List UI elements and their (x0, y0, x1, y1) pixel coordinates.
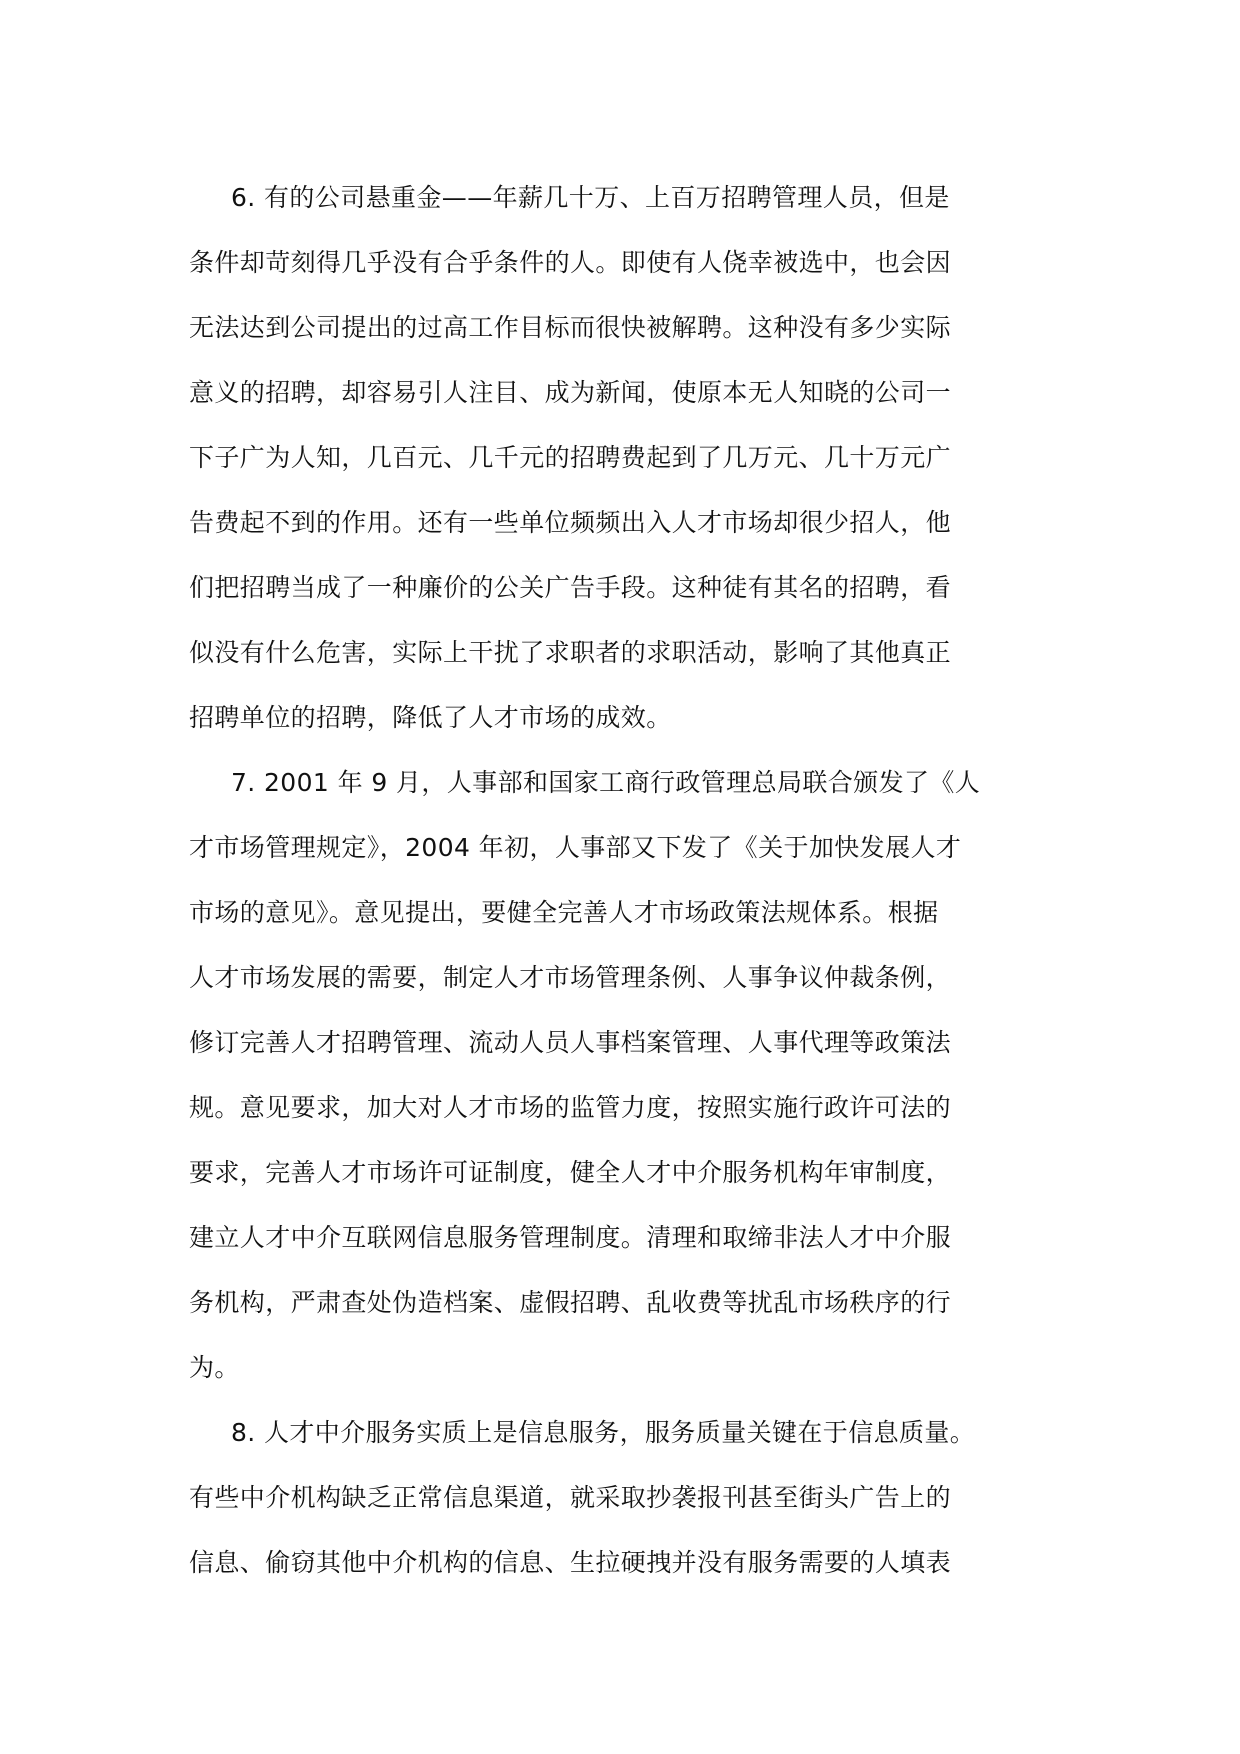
text-line: 规。意见要求，加大对人才市场的监管力度，按照实施行政许可法的 (189, 1093, 952, 1122)
text-line: 6. 有的公司悬重金——年薪几十万、上百万招聘管理人员，但是 (231, 183, 950, 212)
text-line: 8. 人才中介服务实质上是信息服务，服务质量关键在于信息质量。 (231, 1418, 976, 1447)
text-line: 有些中介机构缺乏正常信息渠道，就采取抄袭报刊甚至街头广告上的 (189, 1483, 952, 1512)
text-line: 市场的意见》。意见提出，要健全完善人才市场政策法规体系。根据 (189, 898, 939, 927)
text-line: 意义的招聘，却容易引人注目、成为新闻，使原本无人知晓的公司一 (189, 378, 952, 407)
text-line: 务机构，严肃查处伪造档案、虚假招聘、乱收费等扰乱市场秩序的行 (189, 1288, 952, 1317)
text-line: 无法达到公司提出的过高工作目标而很快被解聘。这种没有多少实际 (189, 313, 952, 342)
text-line: 似没有什么危害，实际上干扰了求职者的求职活动，影响了其他真正 (189, 638, 952, 667)
text-line: 们把招聘当成了一种廉价的公关广告手段。这种徒有其名的招聘，看 (189, 573, 952, 602)
paragraph-7 (189, 750, 1059, 1400)
text-line: 下子广为人知，几百元、几千元的招聘费起到了几万元、几十万元广 (189, 443, 952, 472)
text-line: 为。 (189, 1353, 240, 1382)
text-line: 告费起不到的作用。还有一些单位频频出入人才市场却很少招人，他 (189, 508, 952, 537)
text-line: 信息、偷窃其他中介机构的信息、生拉硬拽并没有服务需要的人填表 (189, 1548, 952, 1577)
paragraph-8 (189, 1400, 1059, 1595)
paragraph-6 (189, 165, 1059, 750)
text-line: 要求，完善人才市场许可证制度，健全人才中介服务机构年审制度， (189, 1158, 952, 1187)
text-line: 人才市场发展的需要，制定人才市场管理条例、人事争议仲裁条例， (189, 963, 952, 992)
text-line: 建立人才中介互联网信息服务管理制度。清理和取缔非法人才中介服 (189, 1223, 952, 1252)
text-line: 条件却苛刻得几乎没有合乎条件的人。即使有人侥幸被选中，也会因 (189, 248, 952, 277)
text-line: 7. 2001 年 9 月，人事部和国家工商行政管理总局联合颁发了《人 (231, 768, 981, 797)
text-line: 才市场管理规定》，2004 年初，人事部又下发了《关于加快发展人才 (189, 833, 962, 862)
document-body (189, 165, 1059, 1595)
text-line: 修订完善人才招聘管理、流动人员人事档案管理、人事代理等政策法 (189, 1028, 952, 1057)
text-line: 招聘单位的招聘，降低了人才市场的成效。 (189, 703, 672, 732)
